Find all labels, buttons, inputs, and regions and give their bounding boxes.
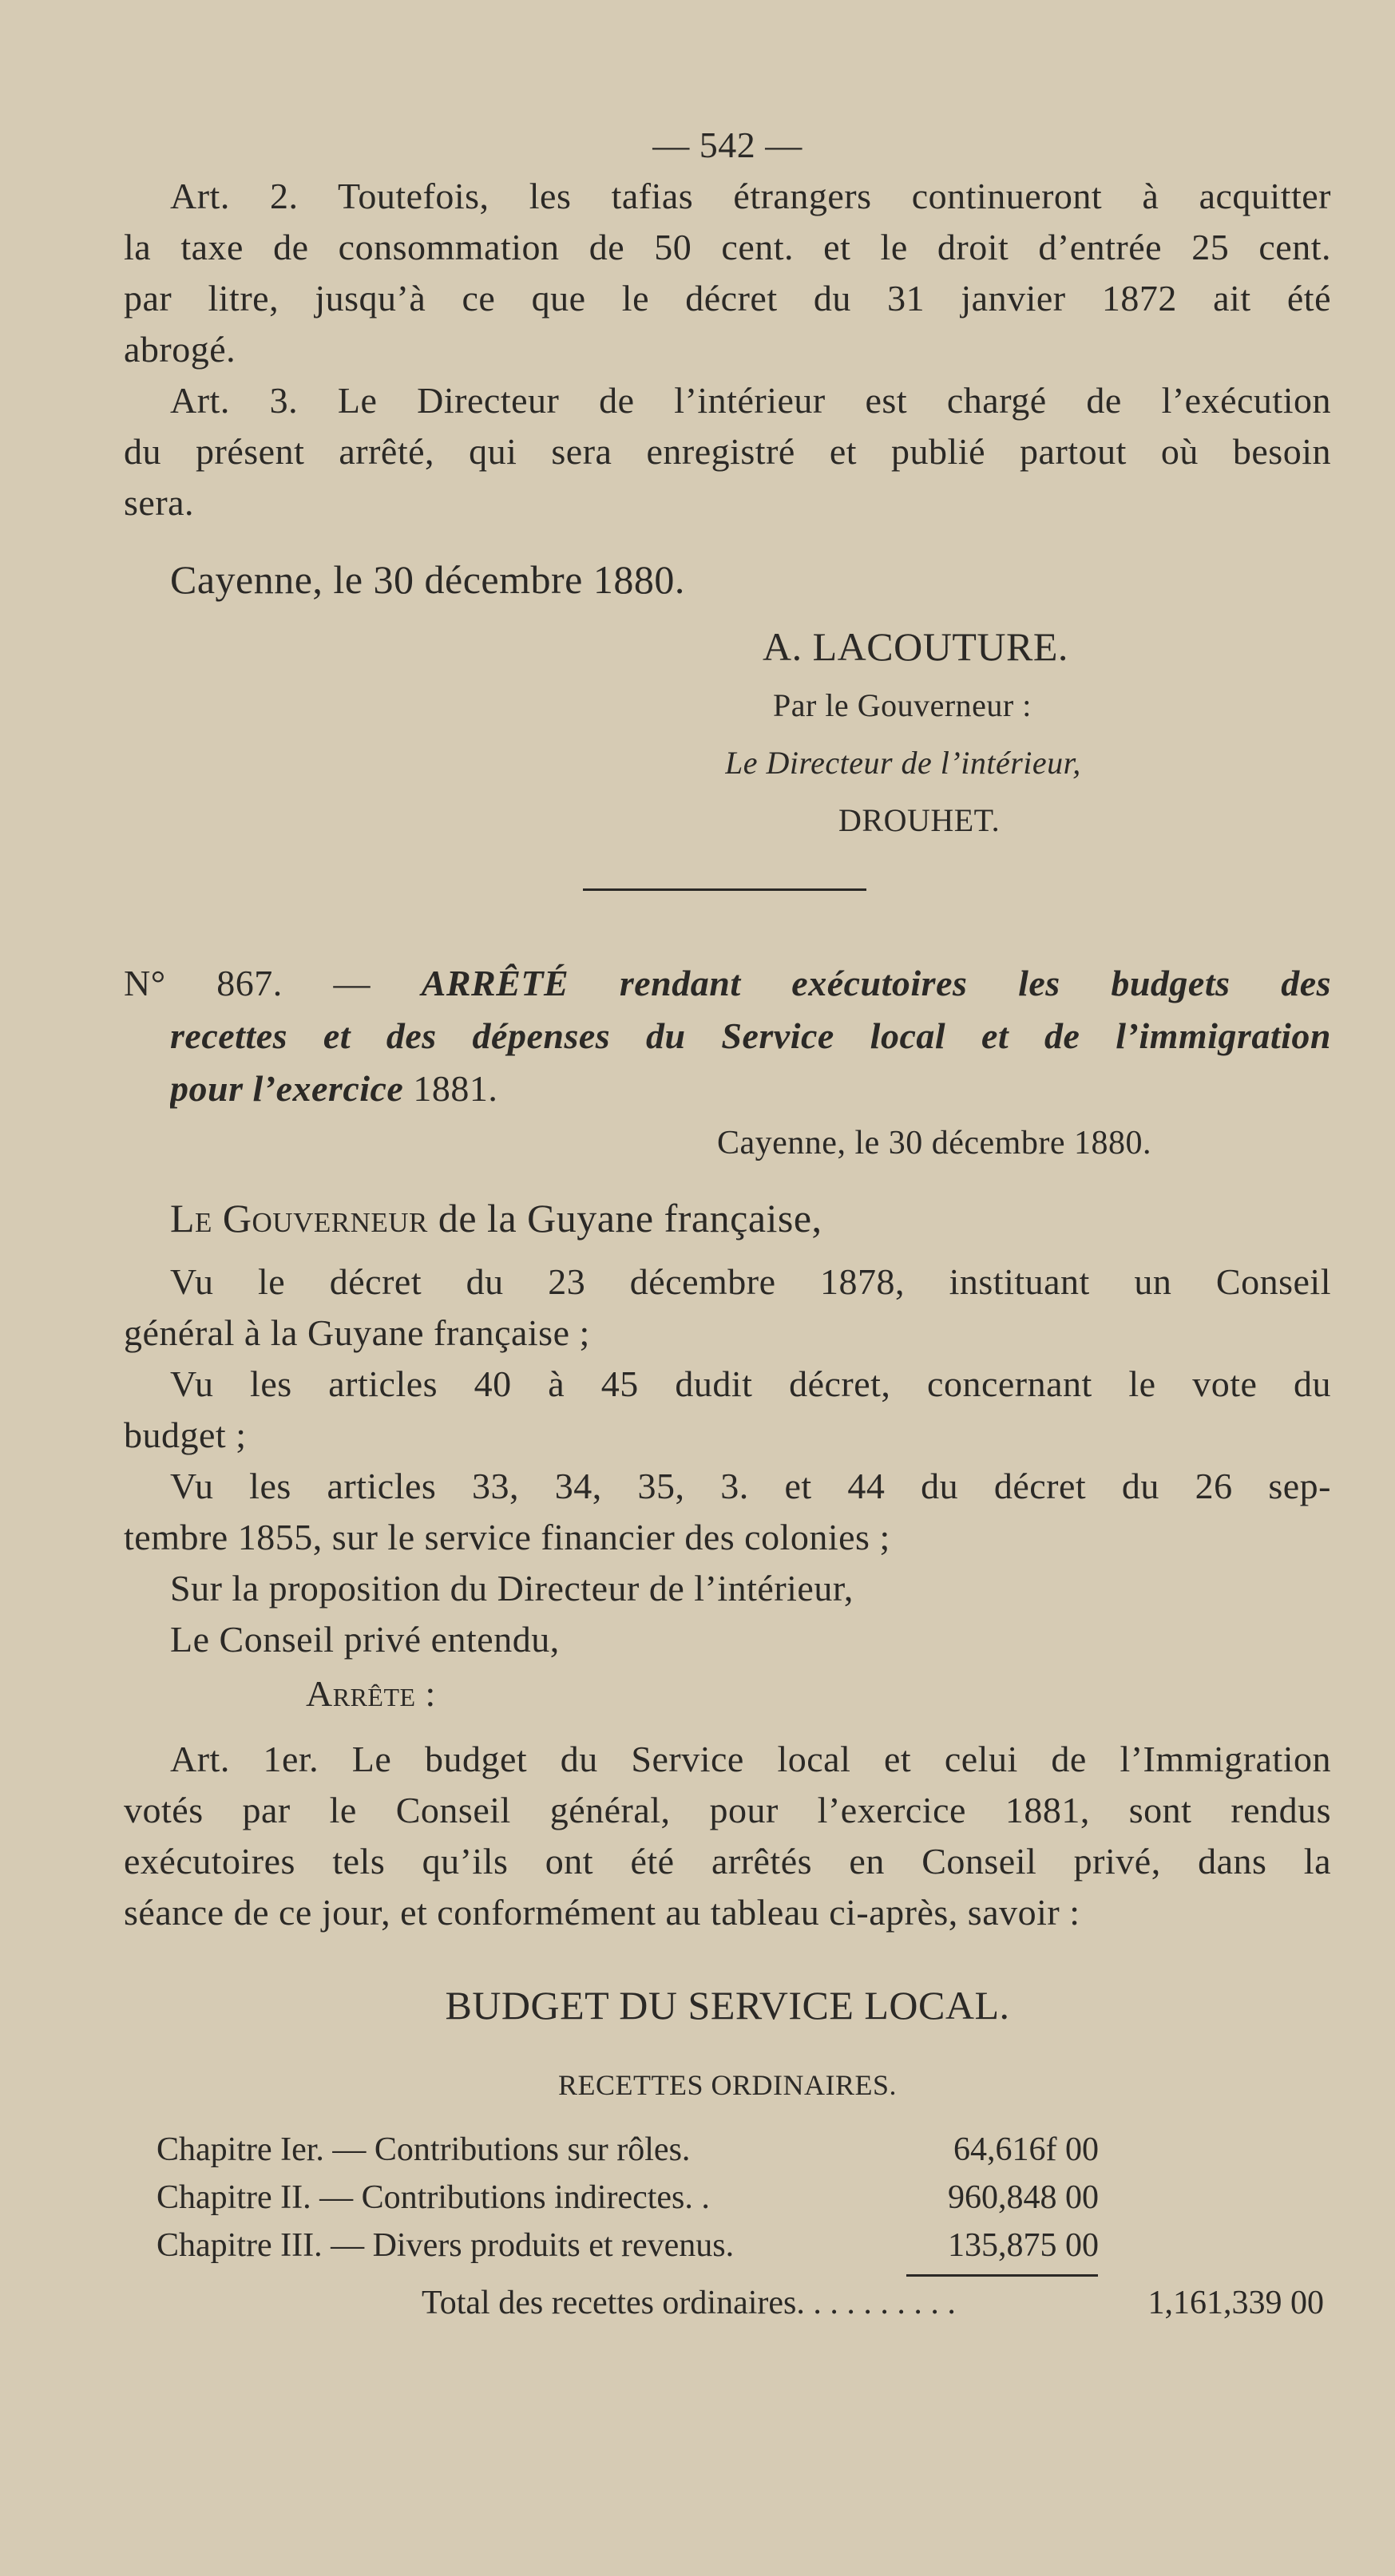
row-label: Chapitre II. — Contributions indirectes. . — [157, 2179, 710, 2216]
row-label: Chapitre III. — Divers produits et revenus. — [157, 2227, 735, 2264]
vu-line-5: Vu les articles 33, 34, 35, 3. et 44 du décret du 26 sep- — [170, 1466, 1331, 1506]
recettes-title: RECETTES ORDINAIRES. — [558, 2069, 897, 2101]
arrete-header-line-3 — [170, 1063, 1331, 1114]
arrete-header-year: 1881. — [413, 1068, 498, 1109]
vu-line-3: Vu les articles 40 à 45 dudit décret, concernant le vote du — [170, 1363, 1331, 1404]
signature-role: Le Directeur de l’intérieur, — [725, 745, 1081, 781]
place-date: Cayenne, le 30 décembre 1880. — [170, 557, 685, 602]
budget-title: BUDGET DU SERVICE LOCAL. — [445, 1983, 1010, 2028]
total-label: Total des recettes ordinaires. . . . . . . . . . — [422, 2285, 956, 2321]
art1-line-3: exécutoires tels qu’ils ont été arrêtés en Conseil privé, dans la — [124, 1841, 1331, 1882]
signature-by: Par le Gouverneur : — [773, 687, 1032, 723]
arrete-number: N° 867. — — [124, 963, 371, 1003]
gouverneur-line — [170, 1193, 1331, 1244]
art2-line-4: abrogé. — [124, 329, 236, 370]
total-value: 1,161,339 00 — [1147, 2285, 1324, 2321]
art3-line-3: sera. — [124, 482, 195, 523]
arrete-heading: Arrête : — [306, 1673, 436, 1714]
signature-name-2: DROUHET. — [838, 802, 1001, 838]
sur-la-proposition: Sur la proposition du Directeur de l’intérieur, — [170, 1568, 854, 1609]
vu-line-2: général à la Guyane française ; — [124, 1312, 590, 1353]
gouverneur-rest: de la Guyane française, — [438, 1196, 822, 1241]
art1-line-1: Art. 1er. Le budget du Service local et celui de l’Immigration — [170, 1739, 1331, 1779]
arrete-title-start: ARRÊTÉ rendant exécutoires les budgets des — [421, 963, 1331, 1003]
art1-line-2: votés par le Conseil général, pour l’exercice 1881, sont rendus — [124, 1790, 1331, 1830]
signature-name: A. LACOUTURE. — [763, 624, 1068, 669]
arrete-header-line-1 — [124, 958, 1331, 1009]
art2-line-3: par litre, jusqu’à ce que le décret du 31 janvier 1872 ait été — [124, 278, 1331, 319]
arrete-date: Cayenne, le 30 décembre 1880. — [717, 1125, 1151, 1161]
vu-line-6: tembre 1855, sur le service financier des colonies ; — [124, 1517, 890, 1557]
gouverneur-title: Le Gouverneur — [170, 1196, 428, 1241]
row-value: 64,616f 00 — [953, 2131, 1099, 2168]
total-rule — [906, 2274, 1098, 2277]
conseil-prive: Le Conseil privé entendu, — [170, 1619, 560, 1660]
row-value: 135,875 00 — [948, 2227, 1099, 2264]
vu-line-4: budget ; — [124, 1415, 247, 1455]
art3-line-2: du présent arrêté, qui sera enregistré et publié partout où besoin — [124, 431, 1331, 472]
art2-line-1: Art. 2. Toutefois, les tafias étrangers continueront à acquitter — [170, 176, 1331, 216]
vu-line-1: Vu le décret du 23 décembre 1878, instituant un Conseil — [170, 1261, 1331, 1302]
art2-line-2: la taxe de consommation de 50 cent. et le droit d’entrée 25 cent. — [124, 227, 1331, 267]
arrete-header-pour: pour l’exercice — [170, 1068, 404, 1109]
art3-line-1: Art. 3. Le Directeur de l’intérieur est chargé de l’exécution — [170, 380, 1331, 421]
row-label: Chapitre Ier. — Contributions sur rôles. — [157, 2131, 691, 2168]
art1-line-4: séance de ce jour, et conformément au tableau ci-après, savoir : — [124, 1892, 1080, 1933]
page-number: — 542 — — [652, 125, 803, 165]
arrete-header-line-2: recettes et des dépenses du Service local et de l’immigration — [170, 1015, 1331, 1056]
row-value: 960,848 00 — [948, 2179, 1099, 2216]
separator-rule — [583, 888, 866, 891]
